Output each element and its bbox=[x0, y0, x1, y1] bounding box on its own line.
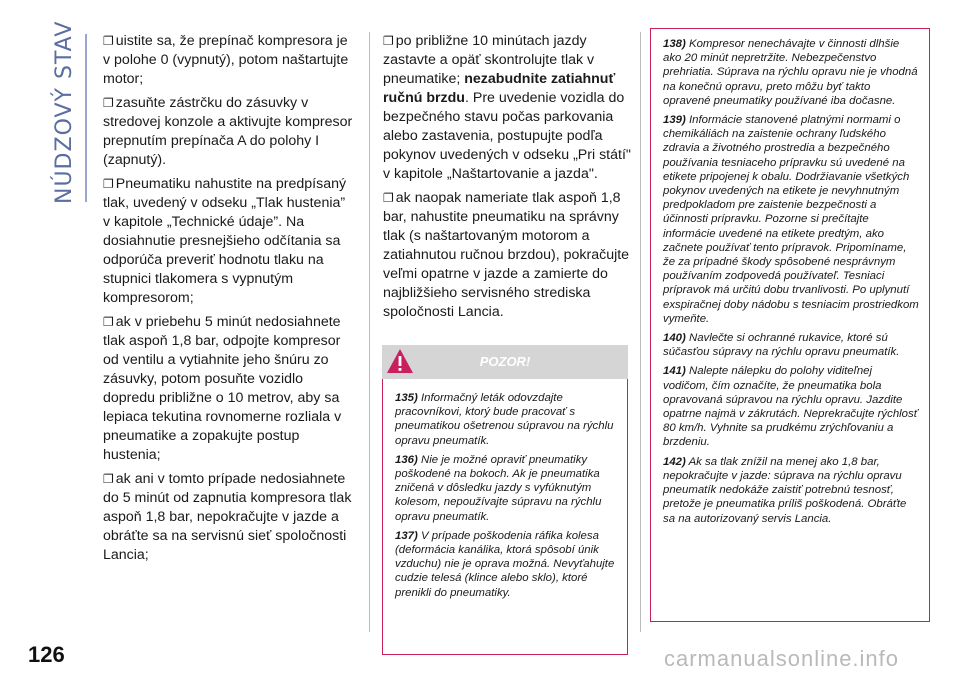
page-number: 126 bbox=[28, 642, 65, 667]
note-item: 135) Informačný leták odovzdajte pracovníkovi, ktorý bude pracovať s pneumatikou ošetrenou súpravou na rýchlu opravu pneumatík. bbox=[395, 392, 614, 447]
warning-title: POZOR! bbox=[479, 354, 531, 369]
note-item: 137) V prípade poškodenia ráfika kolesa (deformácia kanálika, ktorá spôsobí únik vzduchu) nie je oprava možná. Nevyťahujte cudzie telesá (klince alebo sklo), ktoré prenikli do pneumatiky. bbox=[395, 529, 615, 599]
checkbox-bullet-icon: ❐ bbox=[103, 177, 114, 191]
note-item: 139) Informácie stanovené platnými normami o chemikáliách na zaistenie ochrany ľudského zdravia a životného prostredia a bezpečného používania tesniaceho prípravku sú uvedené na etikete pripojenej k obalu. Dodržiavanie všetkých pokynov uvedených na etikete je nevyhnutným predpokladom pre zaistenie bezpečnosti a účinnosti prípravku. Pozorne si prečítajte informácie uvedené na etikete predtým, ako začnete používať tento prípravok. Pripomíname, že za prípadné škody spôsobené nesprávnym používaním zodpovedá používateľ. Tesniaci prípravok má určitú dobu trvanlivosti. Po uplynutí exspiračnej doby nádobu s tesniacim prostriedkom vymeňte. bbox=[663, 114, 919, 325]
column-divider-1 bbox=[369, 32, 370, 632]
checkbox-bullet-icon: ❐ bbox=[103, 96, 114, 110]
warning-box bbox=[382, 345, 628, 655]
watermark: carmanualsonline.info bbox=[664, 646, 900, 671]
note-item: 142) Ak sa tlak znížil na menej ako 1,8 bar, nepokračujte v jazde: súprava na rýchlu opravu pneumatík nedokáže zaistiť potrebnú tesnosť, pretože je pneumatika príliš poškodená. Obráťte sa na autorizovaný servis Lancia. bbox=[663, 455, 907, 525]
note-item: 141) Nalepte nálepku do polohy viditeľnej vodičom, čím označíte, že pneumatika bola opravovaná súpravou na rýchlu opravu. Jazdite opatrne najmä v zákrutách. Neprekračujte rýchlosť 80 km/h. Vyhnite sa prudkému zrýchľovaniu a brzdeniu. bbox=[663, 365, 918, 449]
bullet-paragraph: ❐ ak v priebehu 5 minút nedosiahnete tlak aspoň 1,8 bar, odpojte kompresor od ventilu a vytiahnite jeho šnúru zo zásuvky, potom posuňte vozidlo dopredu približne o 10 metrov, aby sa lepiaca tekutina rovnomerne rozliala v pneumatike a zopakujte postup hustenia; bbox=[103, 314, 342, 463]
checkbox-bullet-icon: ❐ bbox=[103, 34, 114, 48]
warning-notes bbox=[382, 379, 628, 655]
bullet-paragraph: ❐ po približne 10 minútach jazdy zastavte a opäť skontrolujte tlak v pneumatike; nezabudnite zatiahnuť ručnú brzdu. Pre uvedenie vozidla do bezpečného stavu počas parkovania alebo zastavenia, postupujte podľa pokynov uvedených v odseku „Pri státí" v kapitole „Naštartovanie a jazda". bbox=[383, 33, 631, 182]
emphasis-text: nezabudnite zatiahnuť ručnú brzdu bbox=[383, 71, 616, 106]
checkbox-bullet-icon: ❐ bbox=[383, 191, 394, 205]
note-item: 136) Nie je možné opraviť pneumatiky poškodené na bokoch. Ak je pneumatika zničená v dôsledku jazdy s vyfúknutým kolesom, nepoužívajte súpravu na rýchlu opravu pneumatík. bbox=[395, 453, 602, 523]
column-2 bbox=[383, 32, 631, 327]
note-item: 140) Navlečte si ochranné rukavice, ktoré sú súčasťou súpravy na rýchlu opravu pneumatík. bbox=[663, 332, 900, 359]
column-1 bbox=[103, 32, 355, 570]
section-title bbox=[52, 20, 78, 204]
note-item: 138) Kompresor nenechávajte v činnosti dlhšie ako 20 minút nepretržite. Nebezpečenstvo prehriatia. Súprava na rýchlu opravu nie je vhodná na konečnú opravu, preto môžu byť takto opravené pneumatiky používané iba dočasne. bbox=[663, 38, 918, 107]
checkbox-bullet-icon: ❐ bbox=[103, 472, 114, 486]
column-divider-2 bbox=[640, 32, 641, 632]
bullet-paragraph: ❐ ak naopak nameriate tlak aspoň 1,8 bar, nahustite pneumatiku na správny tlak (s naštartovaným motorom a zatiahnutou ručnou brzdou), pokračujte veľmi opatrne v jazde a zamierte do najbližšieho servisného strediska spoločnosti Lancia. bbox=[383, 190, 630, 320]
warning-header bbox=[382, 345, 628, 379]
bullet-paragraph: ❐ Pneumatiku nahustite na predpísaný tlak, uvedený v odseku „Tlak hustenia” v kapitole „Technické údaje”. Na dosiahnutie presnejšieho odčítania sa odporúča preveriť hodnotu tlaku na stupnici tlakomera s vypnutým kompresorom; bbox=[103, 176, 347, 306]
notes-box bbox=[650, 28, 930, 622]
bullet-paragraph: ❐ ak ani v tomto prípade nedosiahnete do 5 minút od zapnutia kompresora tlak aspoň 1,8 bar, nepokračujte v jazde a obráťte sa na servisnú sieť spoločnosti Lancia; bbox=[103, 471, 352, 563]
section-divider bbox=[85, 34, 87, 202]
bullet-paragraph: ❐ zasuňte zástrčku do zásuvky v stredovej konzole a aktivujte kompresor prepnutím prepínača A do polohy I (zapnutý). bbox=[103, 95, 353, 168]
checkbox-bullet-icon: ❐ bbox=[103, 315, 114, 329]
bullet-paragraph: ❐ uistite sa, že prepínač kompresora je v polohe 0 (vypnutý), potom naštartujte motor; bbox=[103, 33, 349, 87]
section-title-text: NÚDZOVÝ STAV bbox=[52, 20, 77, 204]
checkbox-bullet-icon: ❐ bbox=[383, 34, 394, 48]
